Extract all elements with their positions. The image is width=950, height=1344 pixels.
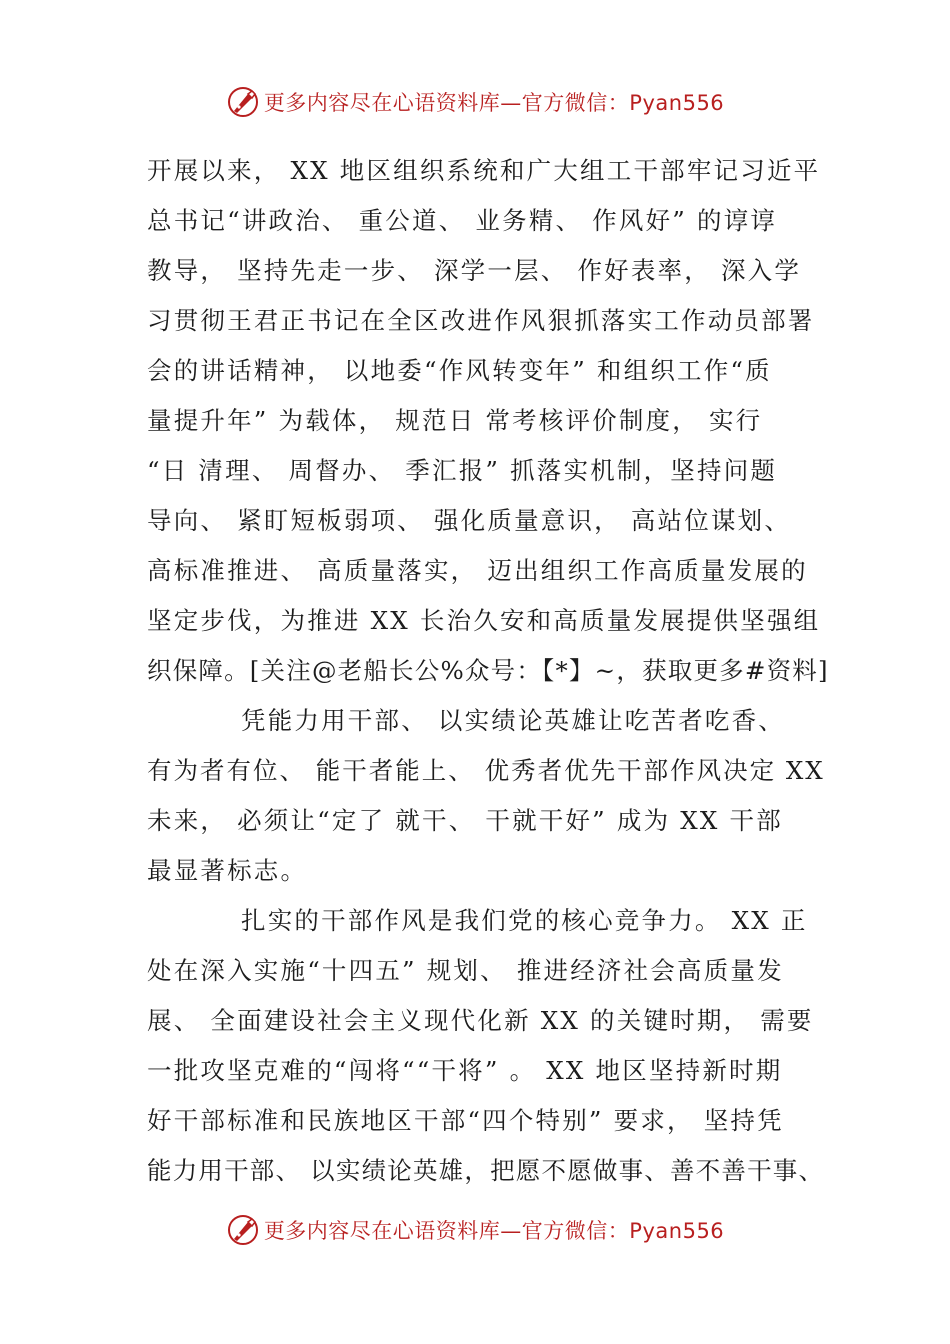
header-banner — [0, 82, 950, 122]
paragraph-1 — [147, 146, 827, 696]
paragraph-2 — [147, 696, 827, 896]
text-line: 一批攻坚克难的“闯将““干将” 。 XX 地区坚持新时期 — [147, 1056, 783, 1085]
text-line: 教导， 坚持先走一步、 深学一层、 作好表率， 深入学 — [147, 256, 802, 285]
text-line: 总书记“讲政治、 重公道、 业务精、 作风好” 的谆谆 — [147, 206, 778, 235]
text-line: 坚定步伐，为推进 XX 长治久安和高质量发展提供坚强组 — [147, 606, 821, 635]
footer-banner — [0, 1210, 950, 1250]
text-line: 习贯彻王君正书记在全区改进作风狠抓落实工作动员部署 — [147, 306, 815, 335]
header-banner-text: 更多内容尽在心语资料库—官方微信：Pyan556 — [263, 91, 725, 115]
pen-nib-logo-icon — [226, 1213, 260, 1247]
text-line: 会的讲话精神， 以地委“作风转变年” 和组织工作“质 — [147, 356, 772, 385]
footer-banner-text: 更多内容尽在心语资料库—官方微信：Pyan556 — [263, 1219, 725, 1243]
text-line: 能力用干部、 以实绩论英雄，把愿不愿做事、善不善干事、 — [147, 1156, 825, 1185]
text-line: 高标准推进、 高质量落实， 迈出组织工作高质量发展的 — [147, 556, 808, 585]
text-line: “日 清理、 周督办、 季汇报” 抓落实机制，坚持问题 — [147, 456, 778, 485]
text-line: 有为者有位、 能干者能上、 优秀者优先干部作风决定 XX — [147, 756, 825, 785]
text-line: 量提升年” 为载体， 规范日 常考核评价制度， 实行 — [147, 406, 763, 435]
text-line: 好干部标准和民族地区干部“四个特别” 要求， 坚持凭 — [147, 1106, 784, 1135]
text-line: 织保障。[关注@老船长公%众号：【*】~，获取更多#资料] — [147, 656, 829, 685]
paragraph-3 — [147, 896, 827, 1196]
text-line: 扎实的干部作风是我们党的核心竞争力。 XX 正 — [241, 906, 808, 935]
text-line: 最显著标志。 — [147, 856, 308, 885]
document-body — [147, 146, 827, 1196]
text-line: 导向、 紧盯短板弱项、 强化质量意识， 高站位谋划、 — [147, 506, 792, 535]
text-line: 凭能力用干部、 以实绩论英雄让吃苦者吃香、 — [241, 706, 785, 735]
pen-nib-logo-icon — [226, 85, 260, 119]
text-line: 处在深入实施“十四五” 规划、 推进经济社会高质量发 — [147, 956, 784, 985]
text-line: 展、 全面建设社会主义现代化新 XX 的关键时期， 需要 — [147, 1006, 814, 1035]
text-line: 未来， 必须让“定了 就干、 干就干好” 成为 XX 干部 — [147, 806, 783, 835]
text-line: 开展以来， XX 地区组织系统和广大组工干部牢记习近平 — [147, 156, 821, 185]
